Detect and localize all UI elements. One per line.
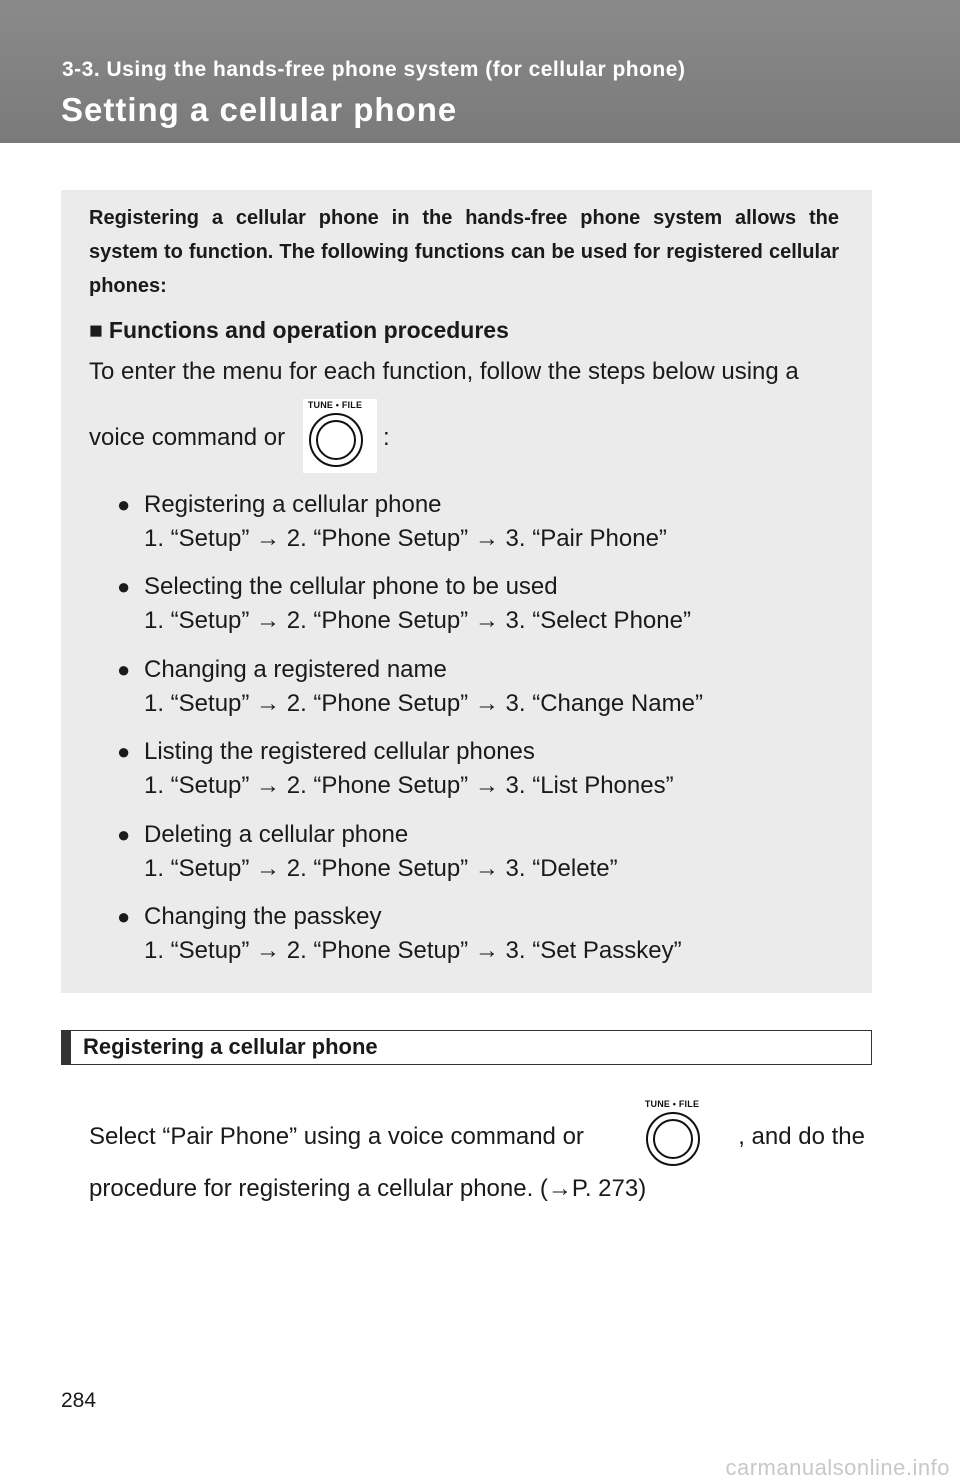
square-bullet-icon: ■ — [89, 317, 103, 343]
body-line-1-left: Select “Pair Phone” using a voice command or — [89, 1123, 584, 1150]
knob-inner-ring — [316, 420, 356, 460]
function-item-title: Changing a registered name — [144, 656, 447, 683]
page-number: 284 — [61, 1389, 97, 1412]
section-heading-bar — [61, 1030, 872, 1065]
intro-text: Registering a cellular phone in the hands-free phone system allows the system to function. The following functions can be used for registered cellular phones: — [89, 207, 839, 297]
heading-accent — [62, 1031, 71, 1064]
function-item-steps: 1. “Setup” → 2. “Phone Setup” → 3. “List Phones” — [144, 772, 674, 799]
subheading — [89, 317, 509, 344]
function-item-steps: 1. “Setup” → 2. “Phone Setup” → 3. “Change Name” — [144, 690, 703, 717]
function-item — [117, 818, 837, 886]
body-line-1-right: , and do the — [738, 1123, 865, 1150]
subheading-text: Functions and operation procedures — [108, 317, 509, 343]
bullet-dot-icon: ● — [117, 492, 131, 517]
bullet-dot-icon: ● — [117, 739, 131, 764]
function-item-title: Deleting a cellular phone — [144, 821, 409, 848]
tune-file-knob-icon — [303, 399, 377, 473]
bullet-dot-icon: ● — [117, 822, 131, 847]
bullet-dot-icon: ● — [117, 657, 131, 682]
function-item-steps: 1. “Setup” → 2. “Phone Setup” → 3. “Pair Phone” — [144, 525, 667, 552]
instruction-line-2: voice command or — [89, 424, 286, 451]
function-item-title: Registering a cellular phone — [144, 491, 442, 518]
function-item-title: Changing the passkey — [144, 903, 382, 930]
function-item — [117, 488, 837, 556]
watermark: carmanualsonline.info — [725, 1455, 950, 1480]
knob-inner-ring — [653, 1119, 693, 1159]
function-item-title: Listing the registered cellular phones — [144, 738, 535, 765]
function-item — [117, 570, 837, 638]
function-item-steps: 1. “Setup” → 2. “Phone Setup” → 3. “Select Phone” — [144, 607, 691, 634]
body-line-2: procedure for registering a cellular phone. (→P. 273) — [89, 1175, 647, 1202]
page-title: Setting a cellular phone — [61, 91, 458, 128]
function-item-steps: 1. “Setup” → 2. “Phone Setup” → 3. “Set Passkey” — [144, 937, 682, 964]
function-item — [117, 735, 837, 803]
section-label: 3-3. Using the hands-free phone system (for cellular phone) — [62, 58, 686, 81]
function-item — [117, 900, 837, 968]
knob-label: TUNE • FILE — [644, 1099, 700, 1109]
function-item-steps: 1. “Setup” → 2. “Phone Setup” → 3. “Delete” — [144, 855, 618, 882]
instruction-colon: : — [383, 424, 390, 451]
tune-file-knob-icon — [640, 1098, 714, 1172]
knob-label: TUNE • FILE — [307, 400, 363, 410]
bullet-dot-icon: ● — [117, 904, 131, 929]
section-heading: Registering a cellular phone — [83, 1034, 378, 1059]
function-item — [117, 653, 837, 721]
bullet-dot-icon: ● — [117, 574, 131, 599]
function-item-title: Selecting the cellular phone to be used — [144, 573, 558, 600]
instruction-line-1: To enter the menu for each function, follow the steps below using a — [89, 358, 799, 385]
